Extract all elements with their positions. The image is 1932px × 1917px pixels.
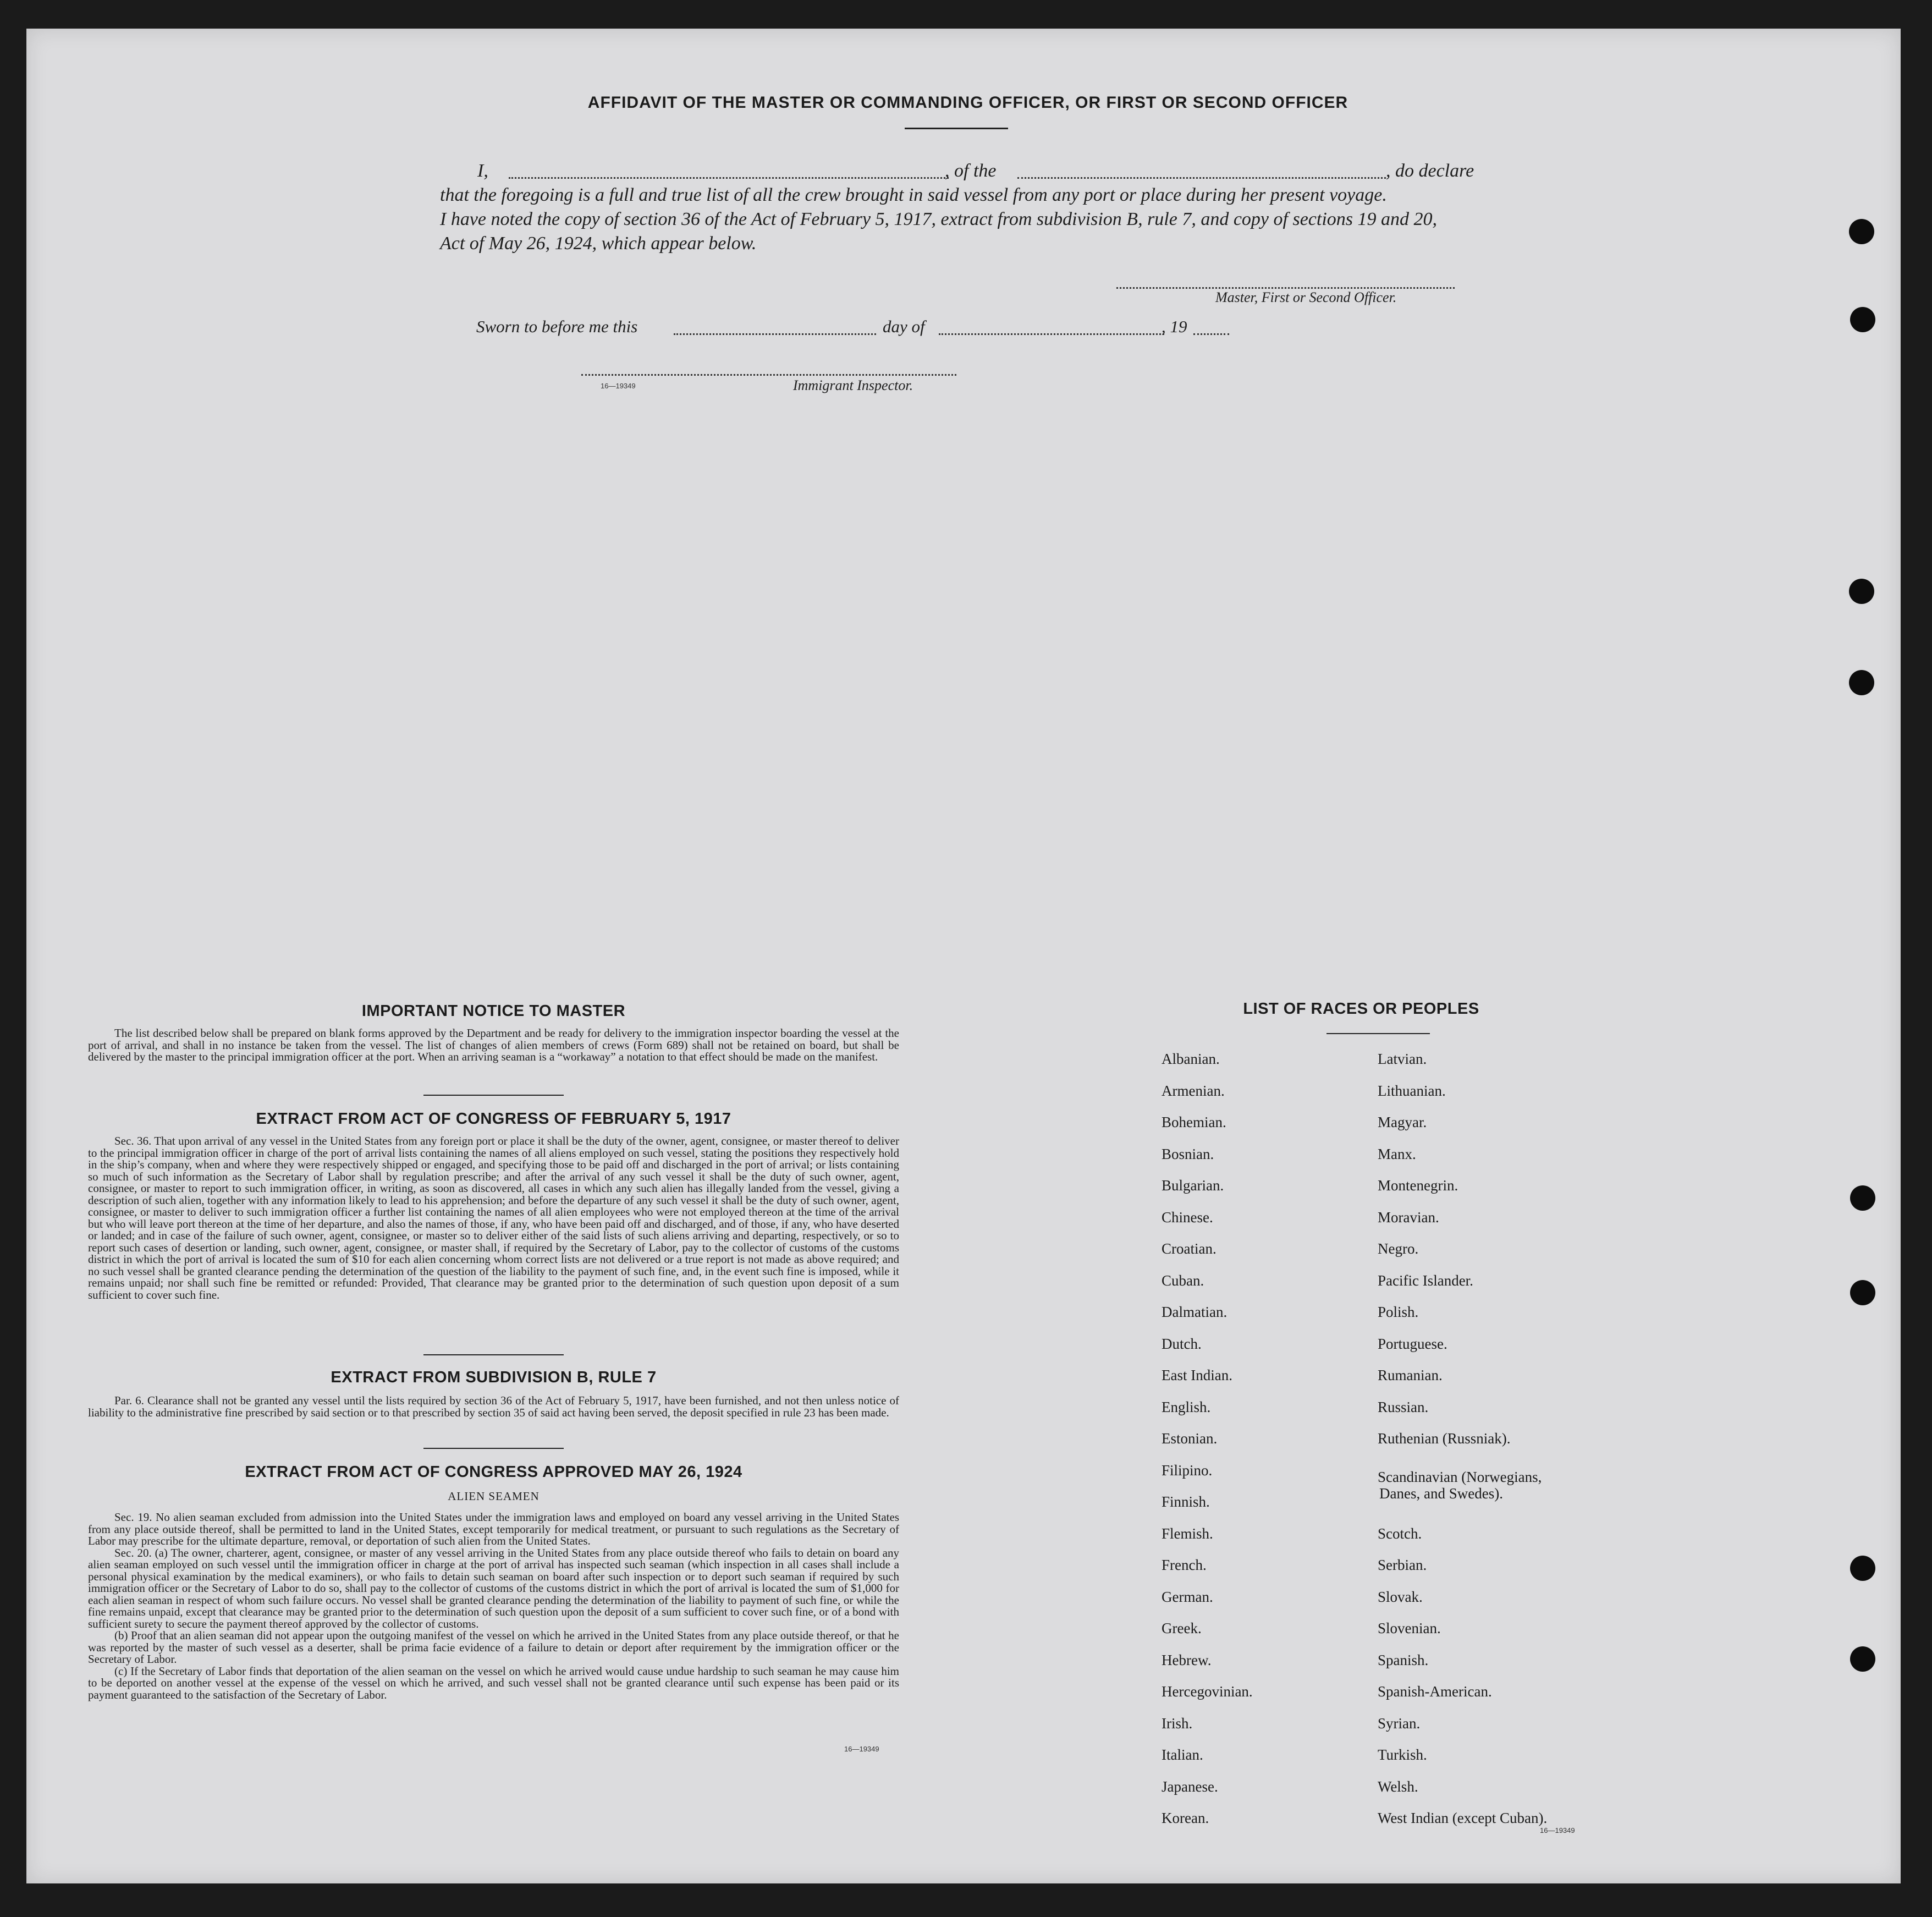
- race-item: Portuguese.: [1378, 1335, 1447, 1352]
- race-item: Ruthenian (Russniak).: [1378, 1430, 1511, 1447]
- extract-1917-text: [88, 1135, 899, 1301]
- race-item: Italian.: [1162, 1746, 1203, 1763]
- affidavit-i-label: I,: [477, 161, 488, 181]
- race-item: Russian.: [1378, 1398, 1429, 1415]
- binder-hole: [1850, 1646, 1875, 1672]
- year-blank[interactable]: [1193, 333, 1229, 335]
- race-item: Slovak.: [1378, 1588, 1423, 1605]
- name-blank[interactable]: [509, 177, 949, 179]
- par-6-paragraph: Par. 6. Clearance shall not be granted any vessel until the lists required by section 36 of the Act of February 5, 1917, have been furnished, and not then unless notice of liability to the administrative fine prescribed by said section or to that prescribed by section 35 of said act having been served, the deposit specified in rule 23 has been made.: [88, 1394, 899, 1419]
- vessel-blank[interactable]: [1017, 177, 1386, 179]
- divider: [423, 1354, 564, 1355]
- race-item: Serbian.: [1378, 1557, 1427, 1573]
- divider: [1326, 1033, 1430, 1034]
- binder-hole: [1850, 1556, 1875, 1581]
- race-item: Magyar.: [1378, 1114, 1427, 1130]
- affidavit-of-the: , of the: [945, 161, 997, 181]
- master-signature-label: Master, First or Second Officer.: [1215, 289, 1397, 305]
- notice-heading: IMPORTANT NOTICE TO MASTER: [361, 1002, 626, 1020]
- race-item: Scotch.: [1378, 1525, 1422, 1542]
- binder-hole: [1849, 579, 1874, 604]
- race-item: Spanish-American.: [1378, 1683, 1492, 1700]
- affidavit-line-4: Act of May 26, 1924, which appear below.: [440, 233, 757, 254]
- race-item: Slovenian.: [1378, 1620, 1441, 1636]
- affidavit-heading: AFFIDAVIT OF THE MASTER OR COMMANDING OFFICER, OR FIRST OR SECOND OFFICER: [587, 94, 1348, 112]
- race-item: Latvian.: [1378, 1051, 1427, 1067]
- race-item: English.: [1162, 1398, 1211, 1415]
- race-item: Bohemian.: [1162, 1114, 1226, 1130]
- race-item: Greek.: [1162, 1620, 1202, 1636]
- race-item: Dutch.: [1162, 1335, 1202, 1352]
- race-item: Manx.: [1378, 1145, 1416, 1162]
- form-number: 16—19349: [1540, 1826, 1575, 1834]
- race-item: Bosnian.: [1162, 1145, 1214, 1162]
- extract-1924-text: [88, 1512, 899, 1701]
- race-item: Scandinavian (Norwegians,: [1378, 1468, 1542, 1485]
- sec-19-paragraph: Sec. 19. No alien seaman excluded from admission into the United States under the immigration laws and employed on board any vessel arriving in the United States from any place outside thereof, shall be permitted to land in the United States, except temporarily for medical treatment, or pursuant to such regulations as the Secretary of Labor may prescribe for the ultimate departure, removal, or deportation of such alien from the United States.: [88, 1510, 899, 1547]
- race-item: Filipino.: [1162, 1462, 1213, 1479]
- race-item: Montenegrin.: [1378, 1177, 1458, 1194]
- race-item: Japanese.: [1162, 1778, 1218, 1795]
- sec-20c-paragraph: (c) If the Secretary of Labor finds that deportation of the alien seaman on the vessel on which he arrived would cause undue hardship to such seaman he may cause him to be deported on another vessel at the expense of the vessel on which he arrived, and such vessel shall not be granted clearance until such expense has been paid or its payment guaranteed to the satisfaction of the Secretary of Labor.: [88, 1664, 899, 1701]
- race-item: Turkish.: [1378, 1746, 1427, 1763]
- extract-1924-heading: EXTRACT FROM ACT OF CONGRESS APPROVED MAY 26, 1924: [245, 1463, 742, 1481]
- race-item: Korean.: [1162, 1810, 1209, 1826]
- race-item: German.: [1162, 1588, 1213, 1605]
- inspector-signature-line[interactable]: [581, 374, 956, 376]
- race-item: Moravian.: [1378, 1209, 1439, 1226]
- race-item: Dalmatian.: [1162, 1304, 1228, 1320]
- race-item: Finnish.: [1162, 1493, 1210, 1510]
- affidavit-declare: , do declare: [1386, 161, 1474, 181]
- sworn-day-blank[interactable]: [674, 333, 876, 335]
- race-item: Chinese.: [1162, 1209, 1213, 1226]
- form-number: 16—19349: [844, 1745, 879, 1753]
- race-item: Irish.: [1162, 1715, 1193, 1732]
- race-item: Croatian.: [1162, 1240, 1217, 1257]
- race-item: Pacific Islander.: [1378, 1272, 1473, 1289]
- year-prefix: , 19: [1162, 317, 1187, 336]
- binder-hole: [1850, 1280, 1875, 1305]
- alien-seamen-subheading: ALIEN SEAMEN: [448, 1490, 540, 1503]
- race-item: Hebrew.: [1162, 1651, 1212, 1668]
- rule-7-text: [88, 1395, 899, 1419]
- race-item: Cuban.: [1162, 1272, 1204, 1289]
- affidavit-line-1: [477, 161, 488, 182]
- rule-7-heading: EXTRACT FROM SUBDIVISION B, RULE 7: [331, 1369, 657, 1386]
- race-item: Welsh.: [1378, 1778, 1418, 1795]
- binder-hole: [1849, 670, 1874, 695]
- day-of-label: day of: [883, 317, 925, 336]
- race-item: Lithuanian.: [1378, 1082, 1446, 1099]
- race-item: West Indian (except Cuban).: [1378, 1810, 1548, 1826]
- race-item: Estonian.: [1162, 1430, 1218, 1447]
- race-item: Rumanian.: [1378, 1367, 1443, 1383]
- race-item: Armenian.: [1162, 1082, 1225, 1099]
- notice-text: [88, 1028, 899, 1063]
- sec-36-paragraph: Sec. 36. That upon arrival of any vessel in the United States from any foreign port or place it shall be the duty of the owner, agent, consignee, or master thereof to deliver to the principal immigration officer in charge of the port of arrival lists containing the names of all aliens employed on such vessel, stating the positions they respectively hold in the ship’s company, when and where they were respectively shipped or engaged, and specifying those to be paid off and discharged in the port of arrival; or lists containing so much of such information as the Secretary of Labor shall by regulation prescribe; and after the arrival of any such vessel it shall be the duty of such owner, agent, consignee, or master to report to such immigration officer, in writing, as soon as discovered, all cases in which any such alien has illegally landed from the vessel, giving a description of such alien, together with any information likely to lead to his apprehension; and before the departure of any such vessel it shall be the duty of such owner, agent, consignee, or master to deliver to such immigration officer a further list containing the names of all alien employees who were not employed thereon at the time of the arrival but who will leave port thereon at the time of her departure, and also the names of those, if any, who have been paid off and discharged, and of those, if any, who have deserted or landed; and in case of the failure of such owner, agent, consignee, or master so to deliver either of the said lists of such aliens arriving and departing, respectively, or so to report such cases of desertion or landing, such owner, agent, consignee, or master shall, if required by the Secretary of Labor, pay to the collector of customs of the customs district in which the port of arrival is located the sum of $10 for each alien concerning whom correct lists are not delivered or a true report is not made as above required; and no such vessel shall be granted clearance pending the determination of the question of the liability to the payment of such fine, and, in the event such fine is imposed, while it remains unpaid; nor shall such fine be remitted or refunded: Provided, That clearance may be granted prior to the determination of such question upon deposit of a sum sufficient to cover such fine.: [88, 1134, 899, 1301]
- notice-paragraph: The list described below shall be prepared on blank forms approved by the Department and be ready for delivery to the immigration inspector boarding the vessel at the port of arrival, and shall in no instance be taken from the vessel. The list of changes of alien members of crews (Form 689) shall not be retained on board, but shall be delivered by the master to the principal immigration officer at the port. When an arriving seaman is a “workaway” a notation to that effect should be made on the manifest.: [88, 1026, 899, 1063]
- inspector-label: Immigrant Inspector.: [793, 377, 913, 393]
- form-number: 16—19349: [601, 382, 636, 390]
- sworn-month-blank[interactable]: [939, 333, 1164, 335]
- race-item: Flemish.: [1162, 1525, 1213, 1542]
- race-item: Syrian.: [1378, 1715, 1421, 1732]
- race-item: East Indian.: [1162, 1367, 1232, 1383]
- sec-20b-paragraph: (b) Proof that an alien seaman did not appear upon the outgoing manifest of the vessel on which he arrived in the United States from any place outside thereof, or that he was reported by the master of such vessel as a deserter, shall be prima facie evidence of a failure to detain or deport after requirement by the immigration officer or the Secretary of Labor.: [88, 1629, 899, 1666]
- binder-hole: [1850, 1185, 1875, 1211]
- race-item: Albanian.: [1162, 1051, 1220, 1067]
- sworn-label: Sworn to before me this: [476, 317, 638, 336]
- binder-hole: [1850, 307, 1875, 332]
- affidavit-line-3: I have noted the copy of section 36 of the Act of February 5, 1917, extract from subdivision B, rule 7, and copy of sections 19 and 20,: [440, 209, 1438, 229]
- races-heading: LIST OF RACES OR PEOPLES: [1243, 1000, 1479, 1018]
- affidavit-line-2: that the foregoing is a full and true list of all the crew brought in said vessel from any port or place during her present voyage.: [440, 185, 1387, 205]
- race-item: Bulgarian.: [1162, 1177, 1224, 1194]
- divider: [423, 1448, 564, 1449]
- extract-1917-heading: EXTRACT FROM ACT OF CONGRESS OF FEBRUARY 5, 1917: [256, 1110, 731, 1128]
- divider: [905, 128, 1008, 129]
- race-item: Polish.: [1378, 1304, 1419, 1320]
- master-signature-line[interactable]: [1116, 287, 1455, 289]
- race-item: Spanish.: [1378, 1651, 1429, 1668]
- race-item: Hercegovinian.: [1162, 1683, 1253, 1700]
- sec-20a-paragraph: Sec. 20. (a) The owner, charterer, agent, consignee, or master of any vessel arriving in the United States from any place outside thereof who fails to detain on board any alien seaman employed on such vessel until the immigration officer in charge at the port of arrival has inspected such seaman (which inspection in all cases shall include a personal physical examination by the medical examiners), or who fails to detain such seaman on board after such inspection or to deport such seaman if required by such immigration officer or the Secretary of Labor to do so, shall pay to the collector of customs of the customs district in which the port of arrival is located the sum of $1,000 for each alien seaman in respect of whom such failure occurs. No vessel shall be granted clearance pending the determination of the liability to payment of such fine, or while the fine remains unpaid, except that clearance may be granted prior to the determination of such question upon the deposit of a sum sufficient to cover such fine, or of a bond with sufficient surety to secure the payment thereof approved by the collector of customs.: [88, 1546, 899, 1630]
- binder-hole: [1849, 219, 1874, 244]
- divider: [423, 1095, 564, 1096]
- race-item: Danes, and Swedes).: [1379, 1485, 1503, 1502]
- race-item: Negro.: [1378, 1240, 1419, 1257]
- race-item: French.: [1162, 1557, 1207, 1573]
